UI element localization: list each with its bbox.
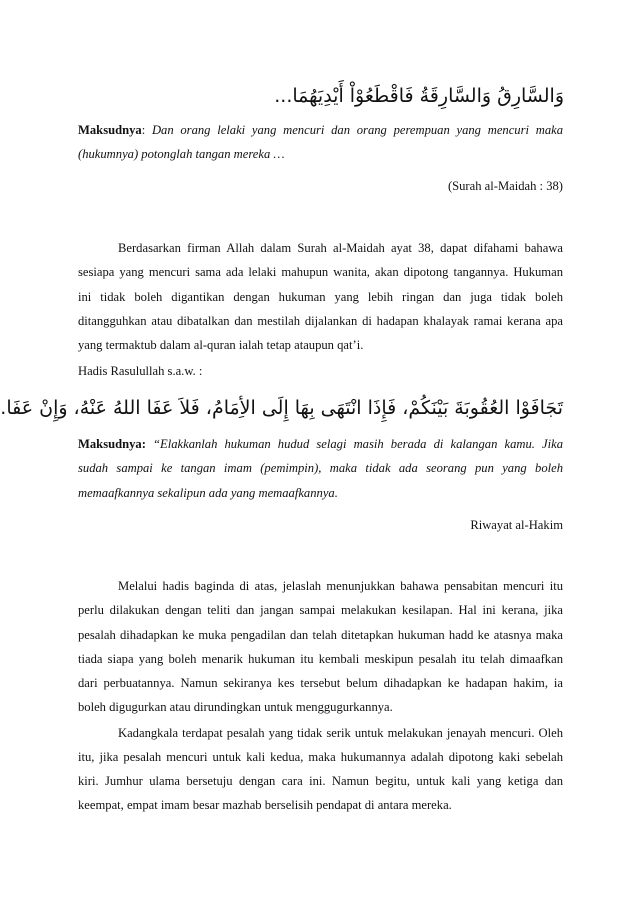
paragraph1-line-1: Berdasarkan firman Allah dalam Surah al-Maidah ayat 38, dapat difahami bahawa bbox=[118, 241, 563, 255]
paragraph2-line-6: boleh digugurkan atau dirundingkan untuk menggugurkannya. bbox=[78, 700, 393, 714]
paragraph2-line-5: dari perbuatannya. Namun sekiranya kes tersebut belum dihadapkan ke hadapan hakim, ia bbox=[78, 676, 563, 690]
verse-translation-text: Dan orang lelaki yang mencuri dan orang perempuan yang mencuri maka bbox=[151, 123, 563, 137]
paragraph2-line-3: pesalah dihadapkan ke muka pengadilan dan telah ditetapkan hukuman hadd ke atasnya maka bbox=[78, 628, 563, 642]
hadith-citation: Riwayat al-Hakim bbox=[470, 518, 563, 532]
verse-citation: (Surah al-Maidah : 38) bbox=[447, 179, 563, 193]
hadith-heading: Hadis Rasulullah s.a.w. : bbox=[78, 364, 203, 378]
hadith-maksud-label: Maksudnya: bbox=[78, 437, 146, 451]
paragraph1-line-5: yang termaktub dalam al-quran ialah tetap ataupun qat’i. bbox=[78, 338, 364, 352]
hadith-translation-line-2: sudah sampai ke tangan imam (pemimpin), maka tidak ada seorang pun yang boleh bbox=[78, 461, 563, 475]
paragraph1-line-2: sesiapa yang mencuri sama ada lelaki mahupun wanita, akan dipotong tangannya. Hukuman bbox=[78, 265, 563, 279]
paragraph2-line-2: perlu dilakukan dengan teliti dan jangan sampai melakukan kesilapan. Hal ini kerana, jika bbox=[78, 603, 563, 617]
paragraph3-line-2: itu, jika pesalah mencuri untuk kali kedua, maka hukumannya adalah dipotong kaki sebelah bbox=[78, 750, 563, 764]
paragraph1-line-4: ditangguhkan atau dibatalkan dan mestilah dijalankan di hadapan khalayak ramai kerana apa bbox=[78, 314, 563, 328]
hadith-translation-line-1: Maksudnya: “Elakkanlah hukuman hudud selagi masih berada di kalangan kamu. Jika bbox=[78, 437, 563, 451]
paragraph3-line-4: keempat, empat imam besar mazhab berselisih pendapat di antara mereka. bbox=[78, 798, 452, 812]
hadith-translation-line-3: memaafkannya sekalipun ada yang memaafkannya. bbox=[78, 486, 338, 500]
hadith-arabic: تَجَافَوْا العُقُوبَةَ بَيْنَكُمْ، فَإِذَا انْتَهَى بِهَا إِلَى الأِمَامُ، فَلاَ عَفَا اللهُ عَنْهُ، وَإِنْ عَفَا. bbox=[0, 397, 563, 419]
paragraph3-line-1: Kadangkala terdapat pesalah yang tidak serik untuk melakukan jenayah mencuri. Oleh bbox=[118, 726, 563, 740]
paragraph1-line-3: ini tidak boleh digantikan dengan hukuman yang lebih ringan dan juga tidak boleh bbox=[78, 290, 563, 304]
verse-translation-line-2: (hukumnya) potonglah tangan mereka … bbox=[78, 147, 285, 161]
verse-arabic: وَالسَّارِقُ وَالسَّارِقَةُ فَاقْطَعُوْاْ أَيْدِيَهُمَا... bbox=[274, 85, 564, 107]
paragraph3-line-3: kiri. Jumhur ulama bersetuju dengan cara ini. Namun begitu, untuk kali yang ketiga dan bbox=[78, 774, 563, 788]
paragraph2-line-4: tiada siapa yang boleh menarik hukuman itu kembali meskipun pesalah itu telah dimaafkan bbox=[78, 652, 563, 666]
paragraph2-line-1: Melalui hadis baginda di atas, jelaslah menunjukkan bahawa pensabitan mencuri itu bbox=[118, 579, 563, 593]
verse-translation-line-1: Maksudnya: Dan orang lelaki yang mencuri dan orang perempuan yang mencuri maka bbox=[78, 123, 563, 137]
verse-maksud-label: Maksudnya bbox=[78, 123, 142, 137]
